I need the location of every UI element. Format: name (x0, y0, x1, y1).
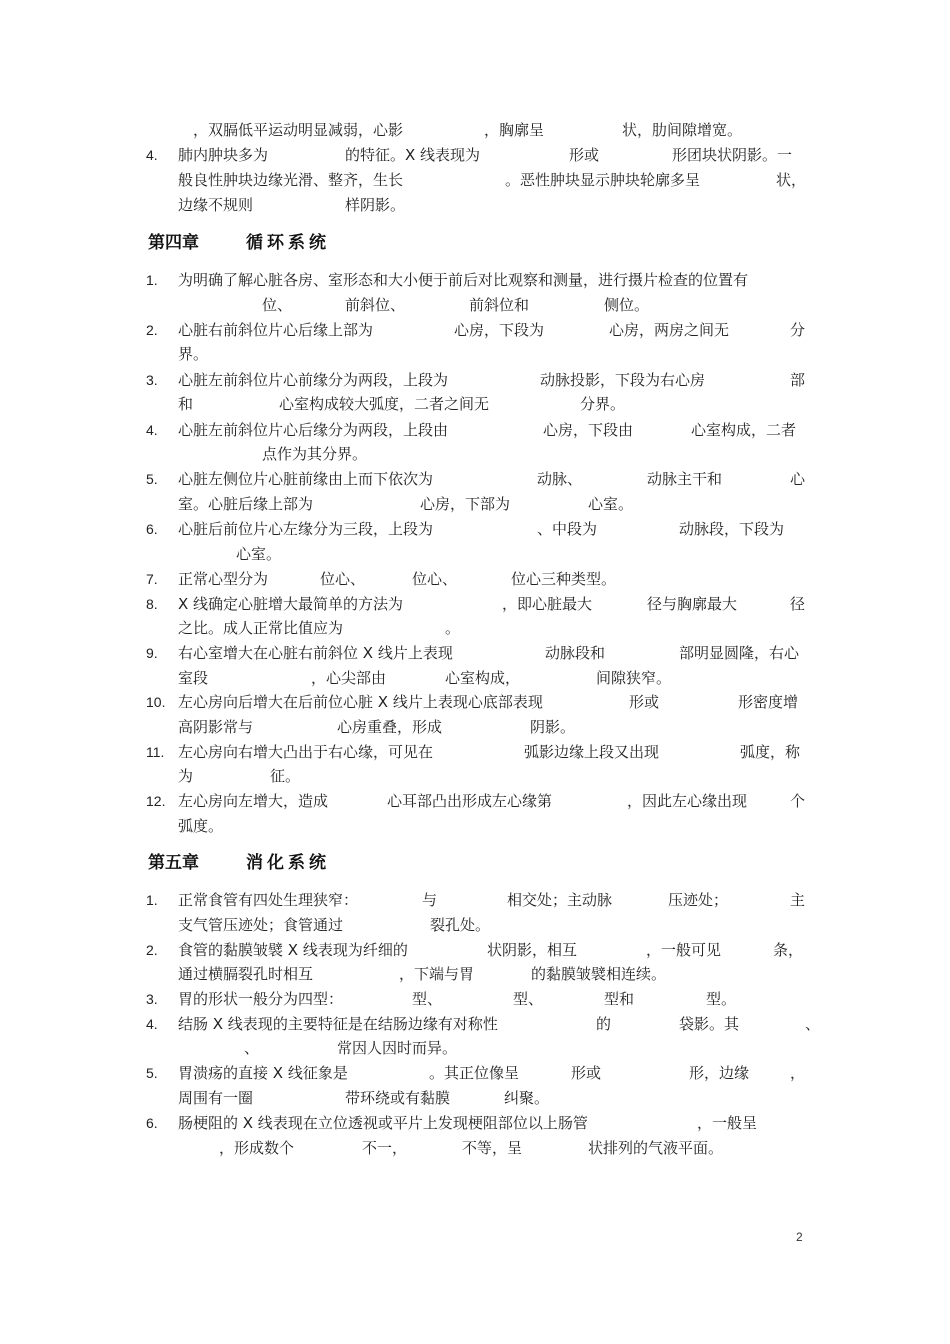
text-segment: 肺内肿块多为 (178, 146, 269, 164)
text-segment: 径 (790, 595, 806, 613)
text-segment: 条， (773, 941, 804, 959)
text-segment: 左心房向左增大，造成 (178, 792, 329, 810)
text-segment: 型。 (706, 990, 737, 1008)
text-segment: ，一般可见 (646, 941, 722, 959)
text-segment: 室段 (178, 669, 209, 687)
text-segment: 裂孔处。 (430, 916, 491, 934)
text-segment: 带环绕或有黏膜 (345, 1089, 451, 1107)
text-segment: 心脏左前斜位片心后缘分为两段，上段由 (178, 421, 449, 439)
text-segment: 室。心脏后缘上部为 (178, 495, 314, 513)
text-segment: 动脉段，下段为 (679, 520, 785, 538)
chapter-title: 循环系统 (246, 233, 330, 253)
text-segment: 肠梗阻的 X 线表现在立位透视或平片上发现梗阻部位以上肠管 (178, 1114, 588, 1132)
text-segment: 心房，两房之间无 (609, 321, 730, 339)
text-segment: 般良性肿块边缘光滑、整齐，生长 (178, 171, 404, 189)
text-segment: 与 (422, 891, 438, 909)
text-segment: 部 (790, 371, 806, 389)
text-segment: 心房，下段为 (454, 321, 545, 339)
text-segment: 左心房向右增大凸出于右心缘，可见在 (178, 743, 434, 761)
text-segment: 心室构成，二者 (691, 421, 797, 439)
item-number: 7. (146, 571, 158, 587)
text-segment: 弧度，称 (740, 743, 801, 761)
text-segment: 通过横膈裂孔时相互 (178, 965, 314, 983)
text-segment: 径与胸廓最大 (647, 595, 738, 613)
text-segment: 前斜位、 (345, 296, 406, 314)
text-segment: ， (790, 1064, 806, 1082)
text-segment: 心室构成较大弧度，二者之间无 (279, 395, 490, 413)
text-segment: 正常食管有四处生理狭窄： (178, 891, 359, 909)
text-segment: 部明显圆隆，右心 (679, 644, 800, 662)
text-segment: ，下端与胃 (399, 965, 475, 983)
text-segment: 心脏左前斜位片心前缘分为两段，上段为 (178, 371, 449, 389)
text-segment: 点作为其分界。 (262, 445, 368, 463)
text-segment: 动脉、 (537, 470, 583, 488)
text-segment: 、 (805, 1015, 821, 1033)
text-segment: ，即心脏最大 (502, 595, 593, 613)
text-segment: 不一， (362, 1139, 408, 1157)
text-segment: X 线确定心脏增大最简单的方法为 (178, 595, 404, 613)
text-segment: 心室。 (588, 495, 634, 513)
text-segment: 边缘不规则 (178, 196, 254, 214)
text-segment: ，双膈低平运动明显减弱，心影 (193, 121, 404, 139)
text-segment: 侧位。 (604, 296, 650, 314)
text-segment: 状，肋间隙增宽。 (622, 121, 743, 139)
text-segment: 位心、 (412, 570, 458, 588)
item-number: 3. (146, 372, 158, 388)
item-number: 4. (146, 147, 158, 163)
text-segment: 动脉投影，下段为右心房 (540, 371, 706, 389)
text-segment: 支气管压迹处；食管通过 (178, 916, 344, 934)
text-segment: 状， (776, 171, 807, 189)
text-segment: 心房，下部为 (420, 495, 511, 513)
text-segment: 界。 (178, 345, 209, 363)
text-segment: 、中段为 (537, 520, 598, 538)
text-segment: 结肠 X 线表现的主要特征是在结肠边缘有对称性 (178, 1015, 498, 1033)
text-segment: 弧度。 (178, 817, 224, 835)
text-segment: 周围有一圈 (178, 1089, 254, 1107)
text-segment: 动脉段和 (545, 644, 606, 662)
item-number: 6. (146, 521, 158, 537)
text-segment: 胃的形状一般分为四型： (178, 990, 344, 1008)
text-segment: 心脏左侧位片心脏前缘由上而下依次为 (178, 470, 434, 488)
item-number: 4. (146, 1016, 158, 1032)
text-segment: 正常心型分为 (178, 570, 269, 588)
text-segment: 心室。 (236, 545, 282, 563)
text-segment: 形或 (629, 693, 660, 711)
text-segment: 、 (244, 1039, 260, 1057)
text-segment: 的特征。X 线表现为 (345, 146, 481, 164)
chapter-number: 第四章 (148, 233, 199, 253)
text-segment: 阴影。 (530, 718, 576, 736)
item-number: 4. (146, 422, 158, 438)
item-number: 6. (146, 1115, 158, 1131)
text-segment: 心室构成， (445, 669, 521, 687)
item-number: 9. (146, 645, 158, 661)
item-number: 5. (146, 1065, 158, 1081)
text-segment: 样阴影。 (345, 196, 406, 214)
text-segment: 。恶性肿块显示肿块轮廓多呈 (505, 171, 701, 189)
item-number: 11. (146, 744, 165, 760)
text-segment: 之比。成人正常比值应为 (178, 619, 344, 637)
text-segment: 心房重叠，形成 (337, 718, 443, 736)
text-segment: 前斜位和 (469, 296, 530, 314)
text-segment: 个 (790, 792, 806, 810)
text-segment: 形团块状阴影。一 (672, 146, 793, 164)
text-segment: 右心室增大在心脏右前斜位 X 线片上表现 (178, 644, 453, 662)
item-number: 3. (146, 991, 158, 1007)
text-segment: 征。 (270, 767, 301, 785)
text-segment: 分 (790, 321, 806, 339)
text-segment: 纠聚。 (504, 1089, 550, 1107)
text-segment: 状排列的气液平面。 (588, 1139, 724, 1157)
text-segment: 形或 (571, 1064, 602, 1082)
text-segment: 弧影边缘上段又出现 (524, 743, 660, 761)
item-number: 10. (146, 694, 166, 710)
text-segment: 的黏膜皱襞相连续。 (531, 965, 667, 983)
text-segment: 为明确了解心脏各房、室形态和大小便于前后对比观察和测量，进行摄片检查的位置有 (178, 271, 749, 289)
text-segment: 和 (178, 395, 194, 413)
text-segment: 动脉主干和 (647, 470, 723, 488)
text-segment: 型、 (412, 990, 443, 1008)
text-segment: 不等，呈 (462, 1139, 523, 1157)
item-number: 2. (146, 942, 158, 958)
text-segment: 间隙狭窄。 (596, 669, 672, 687)
text-segment: 高阴影常与 (178, 718, 254, 736)
chapter-title: 消化系统 (246, 853, 330, 873)
text-segment: 袋影。其 (679, 1015, 740, 1033)
text-segment: 左心房向后增大在后前位心脏 X 线片上表现心底部表现 (178, 693, 543, 711)
text-segment: 。其正位像呈 (429, 1064, 520, 1082)
item-number: 5. (146, 471, 158, 487)
text-segment: 型和 (604, 990, 635, 1008)
item-number: 1. (146, 272, 158, 288)
text-segment: 心脏后前位片心左缘分为三段，上段为 (178, 520, 434, 538)
text-segment: 心脏右前斜位片心后缘上部为 (178, 321, 374, 339)
item-number: 1. (146, 892, 158, 908)
item-number: 12. (146, 793, 166, 809)
text-segment: ，胸廓呈 (484, 121, 545, 139)
text-segment: 型、 (513, 990, 544, 1008)
text-segment: 食管的黏膜皱襞 X 线表现为纤细的 (178, 941, 408, 959)
text-segment: 为 (178, 767, 194, 785)
text-segment: 心房，下段由 (543, 421, 634, 439)
text-segment: 分界。 (580, 395, 626, 413)
text-segment: 心耳部凸出形成左心缘第 (387, 792, 553, 810)
chapter-number: 第五章 (148, 853, 199, 873)
text-segment: 位心三种类型。 (511, 570, 617, 588)
text-segment: 形，边缘 (689, 1064, 750, 1082)
text-segment: 常因人因时而异。 (337, 1039, 458, 1057)
text-segment: 形密度增 (738, 693, 799, 711)
text-segment: 位心、 (320, 570, 366, 588)
item-number: 8. (146, 596, 158, 612)
text-segment: 形或 (569, 146, 600, 164)
text-segment: ，一般呈 (697, 1114, 758, 1132)
text-segment: 主 (790, 891, 806, 909)
text-segment: ，形成数个 (219, 1139, 295, 1157)
text-segment: 。 (445, 619, 461, 637)
text-segment: ，心尖部由 (311, 669, 387, 687)
text-segment: 的 (596, 1015, 612, 1033)
text-segment: 心 (790, 470, 806, 488)
page-number: 2 (796, 1230, 803, 1244)
text-segment: 压迹处； (668, 891, 729, 909)
text-segment: 位、 (262, 296, 293, 314)
text-segment: ，因此左心缘出现 (627, 792, 748, 810)
text-segment: 胃溃疡的直接 X 线征象是 (178, 1064, 348, 1082)
text-segment: 相交处；主动脉 (507, 891, 613, 909)
text-segment: 状阴影，相互 (487, 941, 578, 959)
item-number: 2. (146, 322, 158, 338)
